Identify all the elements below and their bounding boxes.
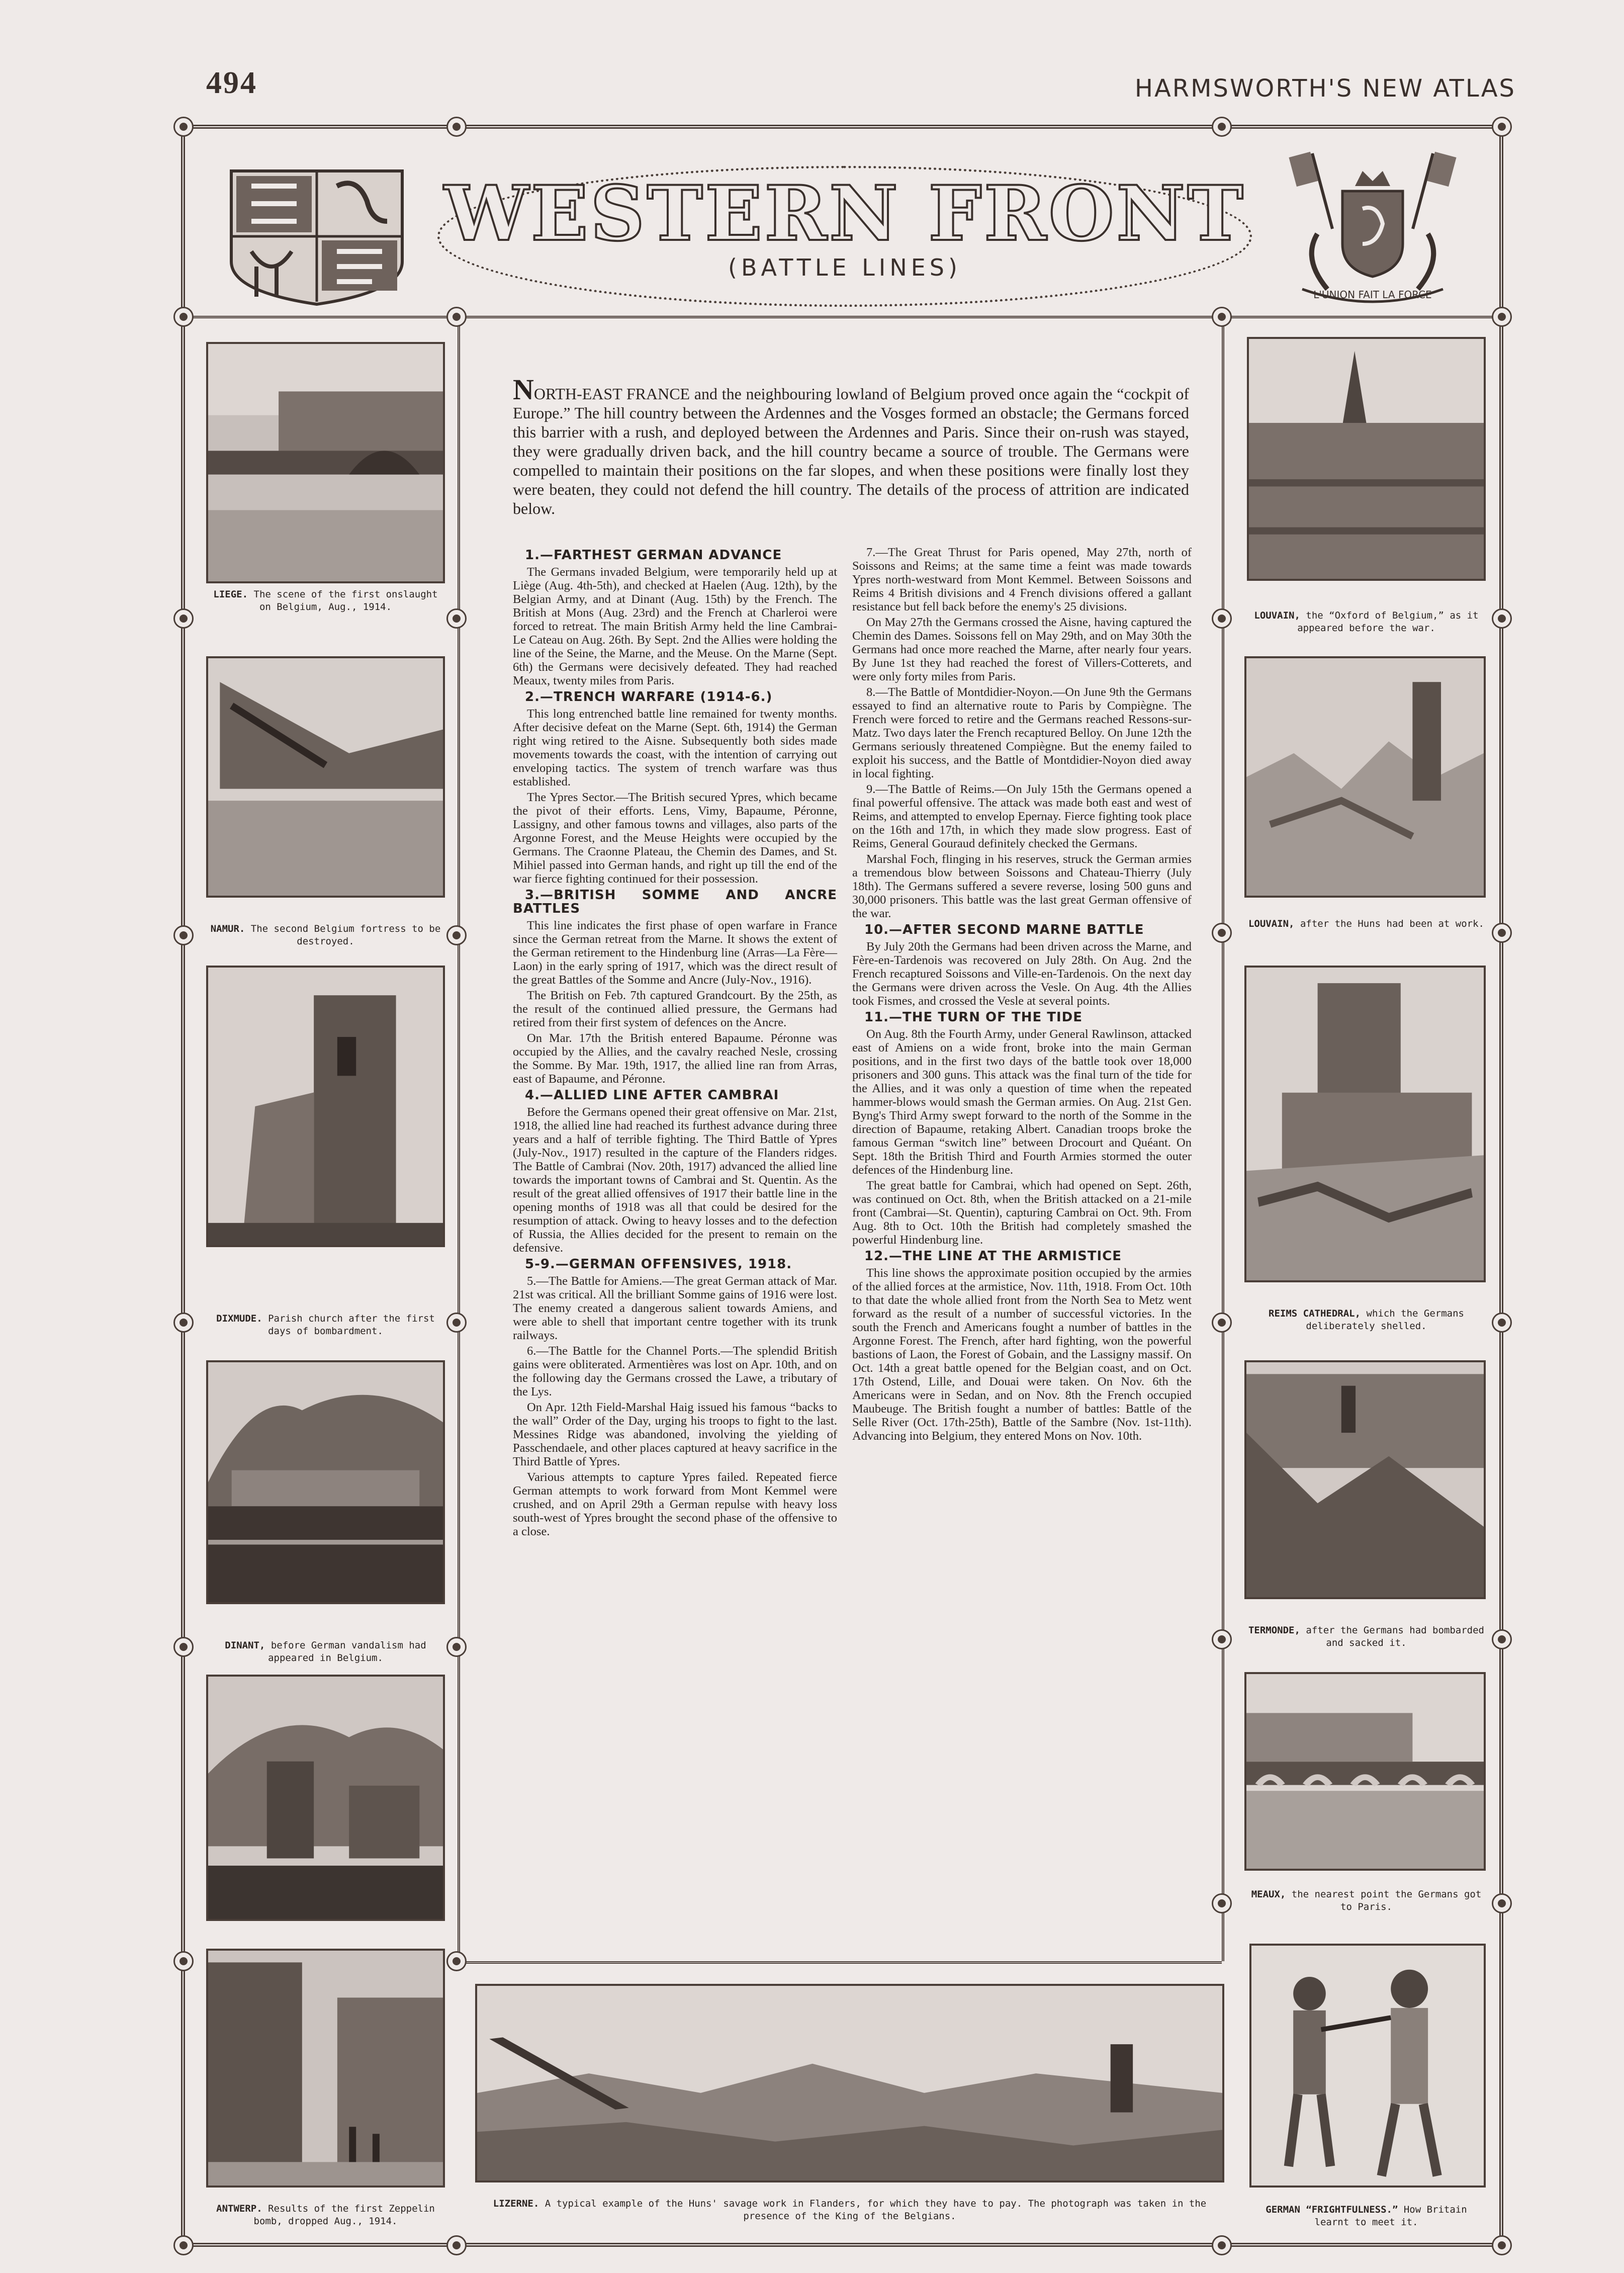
rosette	[1212, 307, 1232, 327]
bottom-rule	[460, 1961, 1222, 1964]
rosette	[446, 307, 467, 327]
page-title: WESTERN FRONT	[444, 169, 1245, 258]
body-paragraph: The Ypres Sector.—The British secured Ypres, which became the pivot of their efforts. Lens, Vimy, Bapaume, Péronne, Lassigny, and other famous towns and villages, also parts of the Argonne Forest, and the Meuse Heights were occupied by the Germans. The Craonne Plateau, the Chemin des Dames, and St. Mihiel passed into German hands, and right up till the end of the war fierce fighting continued for their possession.	[513, 791, 837, 886]
corner-rosette	[1492, 2235, 1512, 2255]
body-paragraph: This line shows the approximate position occupied by the armies of the allied forces at the armistice, Nov. 11th, 1918. From Oct. 10th to that date the whole allied front from the North Sea to Metz went forward as the result of a number of successful victories. In the south the French and Americans fought a number of battles in the Argonne Forest. The French, after hard fighting, won the powerful bastions of Laon, the Forest of Gobain, and the Lassigny massif. On Oct. 14th a great battle opened for the Belgian coast, and on Oct. 17th Ostend, Lille, and Douai were taken. On Nov. 6th the Americans were in Sedan, and on Nov. 8th the French occupied Maubeuge. The British fought a number of battles: Battle of the Selle River (Oct. 17th-25th), Battle of the Sambre (Nov. 1st-11th). Advancing into Belgium, they entered Mons on Nov. 10th.	[852, 1266, 1192, 1443]
body-paragraph: The British on Feb. 7th captured Grandcourt. By the 25th, as the result of the continued allied pressure, the Germans had retired from their first system of defences on the Ancre.	[513, 989, 837, 1029]
photo-dixmude-church	[206, 966, 445, 1247]
section-heading: 3.—BRITISH SOMME AND ANCRE BATTLES	[513, 888, 837, 916]
intro-initial: N	[513, 373, 534, 406]
page-number: 494	[206, 66, 257, 100]
section-heading: 2.—TRENCH WARFARE (1914-6.)	[525, 689, 773, 705]
body-paragraph: 9.—The Battle of Reims.—On July 15th the Germans opened a final powerful offensive. The attack was made both east and west of Reims, and attempted to envelop Epernay. Fierce fighting took place on the 16th and 17th, in which they made slow progress. East of Reims, General Gouraud definitely checked the Germans.	[852, 782, 1192, 850]
caption-antwerp: ANTWERP. Results of the first Zeppelin bomb, dropped Aug., 1914.	[216, 2203, 435, 2227]
rosette	[173, 1951, 194, 1971]
section-heading: 11.—THE TURN OF THE TIDE	[864, 1010, 1083, 1025]
text-column-right	[852, 546, 1192, 1445]
rosette	[446, 1637, 467, 1657]
rosette	[173, 307, 194, 327]
rosette	[446, 117, 467, 137]
photo-dinant-wrecked	[206, 1675, 445, 1921]
rosette	[1212, 608, 1232, 629]
body-paragraph: 6.—The Battle for the Channel Ports.—The splendid British gains were obliterated. Armentières was lost on Apr. 10th, and on the following day the Germans crossed the Lawe, a tributary of the Lys.	[513, 1344, 837, 1398]
body-paragraph: Various attempts to capture Ypres failed. Repeated fierce German attempts to work forward from Mont Kemmel were crushed, and on April 29th a German repulse with heavy loss south-west of Ypres brought the second phase of the offensive to a close.	[513, 1470, 837, 1538]
caption-namur: NAMUR. The second Belgium fortress to be destroyed.	[210, 923, 441, 947]
photo-meaux-bridge	[1244, 1672, 1486, 1871]
photo-louvain-before	[1247, 337, 1486, 581]
body-paragraph: 5.—The Battle for Amiens.—The great German attack of Mar. 21st was critical. All the brilliant Somme gains of 1916 were lost. The enemy created a dangerous salient towards Amiens, and were able to shell that important centre together with its trunk railways.	[513, 1274, 837, 1342]
body-paragraph: By July 20th the Germans had been driven across the Marne, and Fère-en-Tardenois was recovered on July 28th. On Aug. 2nd the French recaptured Soissons and Ville-en-Tardenois. On the next day the Germans were driven across the Vesle. On Aug. 4th the Allies took Fismes, and crossed the Vesle at several points.	[852, 940, 1192, 1008]
body-paragraph: The great battle for Cambrai, which had opened on Sept. 26th, was continued on Oct. 8th, when the British attacked on a 21-mile front (Cambrai—St. Quentin), capturing Cambrai on Oct. 9th. From Aug. 8th to Oct. 10th the British had completely smashed the powerful Hindenburg line.	[852, 1179, 1192, 1247]
rosette	[1492, 1629, 1512, 1649]
rosette	[173, 925, 194, 945]
rosette	[1492, 1313, 1512, 1333]
caption-liege: LIEGE. The scene of the first onslaught on Belgium, Aug., 1914.	[213, 589, 438, 613]
caption-dixmude: DIXMUDE. Parish church after the first days of bombardment.	[216, 1313, 435, 1337]
rosette	[446, 925, 467, 945]
body-paragraph: Marshal Foch, flinging in his reserves, struck the German armies a tremendous blow between Soissons and Chateau-Thierry (July 18th). The Germans suffered a severe reverse, losing 500 guns and 30,000 prisoners. This battle was the last great German offensive of the war.	[852, 852, 1192, 920]
photo-lizerne-ruins	[475, 1984, 1224, 2182]
divider-left	[458, 322, 460, 1961]
photo-dinant-before	[206, 1360, 445, 1604]
running-head: HARMSWORTH'S NEW ATLAS	[1134, 74, 1516, 103]
body-paragraph: 8.—The Battle of Montdidier-Noyon.—On June 9th the Germans essayed to find an alternative route to Paris by Compiègne. The French were forced to retire and the Germans reached Ressons-sur-Matz. Two days later the French recaptured Belloy. On June 12th the Germans seriously threatened Compiègne. But the enemy failed to exploit his success, and the Battle of Montdidier-Noyon died away in local fighting.	[852, 685, 1192, 780]
caption-louvain-after: LOUVAIN, after the Huns had been at work.	[1248, 918, 1484, 929]
body-paragraph: On Apr. 12th Field-Marshal Haig issued his famous “backs to the wall” Order of the Day, urging his troops to fight to the last. Messines Ridge was abandoned, involving the yielding of Passchendaele, and other places captured at heavy sacrifice in the Third Battle of Ypres.	[513, 1401, 837, 1468]
section-heading: 4.—ALLIED LINE AFTER CAMBRAI	[525, 1088, 779, 1103]
rosette	[446, 608, 467, 629]
photo-termonde	[1244, 1360, 1486, 1599]
rosette	[1492, 608, 1512, 629]
rosette	[1492, 307, 1512, 327]
text-column-left	[513, 546, 837, 1540]
arms-motto: L'UNION FAIT LA FORCE	[1313, 289, 1432, 301]
caption-lizerne: LIZERNE. A typical example of the Huns' savage work in Flanders, for which they have to pay. The photograph was taken in the presence of the King of the Belgians.	[493, 2198, 1207, 2222]
royal-arms-shield-icon	[221, 166, 412, 307]
rosette	[446, 1313, 467, 1333]
photo-namur-fort	[206, 656, 445, 898]
body-paragraph: This long entrenched battle line remained for twenty months. After decisive defeat on the Marne (Sept. 6th, 1914) the German right wing retired to the Aisne. Subsequently both sides made movements towards the coast, with the intention of carrying out enveloping tactics. The system of trench warfare was thus established.	[513, 707, 837, 789]
rosette	[1212, 117, 1232, 137]
rosette	[1492, 1893, 1512, 1913]
body-paragraph: On May 27th the Germans crossed the Aisne, having captured the Chemin des Dames. Soissons fell on May 29th, and on May 30th the Germans had once more reached the Marne, after nearly four years. By June 1st they had reached the forest of Villers-Cotterets, and were only forty miles from Paris.	[852, 616, 1192, 683]
corner-rosette	[173, 117, 194, 137]
corner-rosette	[173, 2235, 194, 2255]
rosette	[1492, 923, 1512, 943]
caption-termonde: TERMONDE, after the Germans had bombarded and sacked it.	[1248, 1625, 1484, 1648]
rosette	[446, 1951, 467, 1971]
caption-meaux: MEAUX, the nearest point the Germans got to Paris.	[1251, 1889, 1482, 1912]
photo-louvain-ruins	[1244, 656, 1486, 898]
caption-reims: REIMS CATHEDRAL, which the Germans deliberately shelled.	[1269, 1308, 1464, 1332]
rosette	[1212, 1629, 1232, 1649]
photo-antwerp-street	[206, 1949, 445, 2188]
body-paragraph: Before the Germans opened their great offensive on Mar. 21st, 1918, the allied line had reached its furthest advance during three years and a half of terrible fighting. The Third Battle of Ypres (July-Nov., 1917) resulted in the capture of the Flanders ridges. The Battle of Cambrai (Nov. 20th, 1917) advanced the allied line towards the important towns of Cambrai and St. Quentin. As the result of the great allied offensives of 1917 their battle line in the opening months of 1918 was all that could be desired for the resumption of attack. Owing to heavy losses and to the defection of Russia, the Allies decided for the present to remain on the defensive.	[513, 1105, 837, 1255]
photo-soldiers-illustration	[1249, 1944, 1486, 2188]
intro-text: ORTH-EAST FRANCE and the neighbouring lowland of Belgium proved once again the “cockpit of Europe.” The hill country between the Ardennes and the Vosges formed an obstacle; the Germans forced this barrier with a rush, and deployed between the Ardennes and Paris. Since their on-rush was stayed, they were gradually driven back, and the hill country became a source of trouble. The Germans were compelled to maintain their positions on the far slopes, and when these positions were finally lost they were beaten, they could not defend the hill country. The details of the process of attrition are indicated below.	[513, 385, 1189, 517]
rosette	[1212, 923, 1232, 943]
rosette	[173, 608, 194, 629]
body-paragraph: On Mar. 17th the British entered Bapaume. Péronne was occupied by the Allies, and the cavalry reached Nesle, crossing the Somme. By Mar. 19th, 1917, the allied line ran from Arras, east of Bapaume, and Péronne.	[513, 1031, 837, 1086]
corner-rosette	[1492, 117, 1512, 137]
rosette	[173, 1313, 194, 1333]
intro-paragraph	[513, 373, 1189, 518]
divider-right	[1222, 322, 1224, 1961]
photo-liege-bridge	[206, 342, 445, 583]
section-heading: 12.—THE LINE AT THE ARMISTICE	[864, 1249, 1122, 1264]
rosette	[173, 1637, 194, 1657]
body-paragraph: This line indicates the first phase of open warfare in France since the German retreat from the Marne. It shows the extent of the German retirement to the Hindenburg line (Arras—La Fère—Laon) in the early spring of 1917, which was the direct result of the great Battles of the Somme and Ancre (July-Nov., 1916).	[513, 919, 837, 987]
body-paragraph: On Aug. 8th the Fourth Army, under General Rawlinson, attacked east of Amiens on a wide front, broke into the main German positions, and in the first two days of the battle took over 18,000 prisoners and 300 guns. This attack was the final turn of the tide for the Allies, and it was only a question of time when the repeated hammer-blows would smash the German armies. On Aug. 21st Gen. Byng's Third Army swept forward to the north of the Somme in the direction of Bapaume, retaking Albert. Canadian troops broke the famous German “switch line” between Drocourt and Quéant. On Sept. 18th the British Third and Fourth Armies stormed the outer defences of the Hindenburg line.	[852, 1027, 1192, 1177]
header-rule	[185, 316, 1499, 318]
section-heading: 5-9.—GERMAN OFFENSIVES, 1918.	[525, 1257, 792, 1272]
caption-german-frightfulness: GERMAN “FRIGHTFULNESS.” How Britain learnt to meet it.	[1266, 2204, 1467, 2228]
section-heading: 10.—AFTER SECOND MARNE BATTLE	[864, 922, 1144, 937]
photo-reims-cathedral	[1244, 966, 1486, 1282]
belgian-coat-of-arms-icon	[1282, 143, 1463, 309]
body-paragraph: 7.—The Great Thrust for Paris opened, May 27th, north of Soissons and Reims; at the same time a feint was made towards Ypres north-westward from Mont Kemmel. Between Soissons and Reims 4 British divisions and 4 French divisions offered a gallant resistance but fell back before the enemy's 25 divisions.	[852, 546, 1192, 614]
caption-louvain-before: LOUVAIN, the “Oxford of Belgium,” as it appeared before the war.	[1254, 610, 1479, 634]
section-heading: 1.—FARTHEST GERMAN ADVANCE	[525, 548, 782, 563]
rosette	[446, 2235, 467, 2255]
caption-dinant-before: DINANT, before German vandalism had appeared in Belgium.	[225, 1640, 426, 1664]
rosette	[1212, 1893, 1232, 1913]
rosette	[1212, 1313, 1232, 1333]
rosette	[1212, 2235, 1232, 2255]
page-subtitle: (BATTLE LINES)	[728, 254, 961, 281]
body-paragraph: The Germans invaded Belgium, were temporarily held up at Liège (Aug. 4th-5th), and checked at Haelen (Aug. 12th), by the Belgian Army, and at Dinant (Aug. 15th) by the French. The British at Mons (Aug. 23rd) and the French at Charleroi were forced to retreat. The main British Army held the line Cambrai-Le Cateau on Aug. 26th. By Sept. 2nd the Allies were holding the line of the Seine, the Marne, and the Meuse. On the Marne (Sept. 6th) the Germans were decisively defeated. They had reached Meaux, twenty miles from Paris.	[513, 565, 837, 687]
